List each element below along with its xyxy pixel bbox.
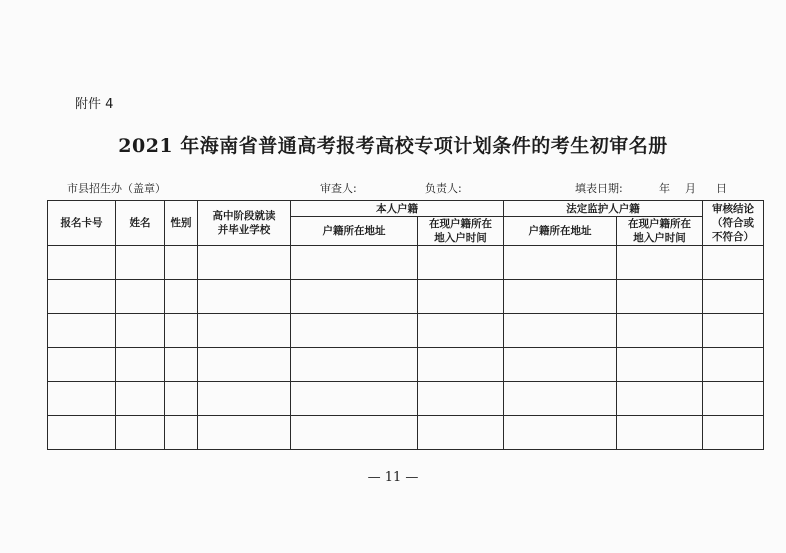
table-cell[interactable] [291, 382, 418, 416]
header-school [198, 201, 291, 246]
header-hukou-time-line2: 地入户时间 [434, 232, 487, 244]
table-cell[interactable] [198, 382, 291, 416]
table-row [48, 280, 764, 314]
header-hukou-time [418, 217, 504, 246]
table-cell[interactable] [504, 314, 617, 348]
table-cell[interactable] [418, 382, 504, 416]
month-label: 月 [685, 182, 696, 195]
table-row [48, 246, 764, 280]
table-cell[interactable] [504, 416, 617, 450]
table-cell[interactable] [198, 314, 291, 348]
table-cell[interactable] [617, 280, 703, 314]
responsible-person-label: 负责人: [425, 182, 462, 195]
table-cell[interactable] [504, 348, 617, 382]
table-cell[interactable] [48, 382, 116, 416]
table-cell[interactable] [291, 280, 418, 314]
table-cell[interactable] [165, 246, 198, 280]
table-row [48, 416, 764, 450]
table-row [48, 348, 764, 382]
table-cell[interactable] [703, 246, 764, 280]
year-label: 年 [659, 182, 670, 195]
table-cell[interactable] [617, 416, 703, 450]
header-name: 姓名 [116, 201, 165, 246]
header-guardian-time-line2: 地入户时间 [633, 232, 686, 244]
header-conclusion-line2: （符合或 [712, 217, 754, 229]
header-conclusion-line1: 审核结论 [712, 203, 754, 215]
table-cell[interactable] [418, 416, 504, 450]
table-cell[interactable] [48, 348, 116, 382]
table-row [48, 314, 764, 348]
header-guardian-hukou: 法定监护人户籍 [504, 201, 703, 217]
table-cell[interactable] [617, 348, 703, 382]
table-cell[interactable] [165, 416, 198, 450]
table-cell[interactable] [116, 416, 165, 450]
reviewer-label: 审查人: [320, 182, 357, 195]
table-cell[interactable] [703, 314, 764, 348]
candidate-roster-table [47, 200, 764, 450]
day-label: 日 [716, 182, 727, 195]
document-title: 2021 年海南省普通高考报考高校专项计划条件的考生初审名册 [118, 135, 668, 157]
table-cell[interactable] [703, 348, 764, 382]
header-hukou-address: 户籍所在地址 [291, 217, 418, 246]
table-cell[interactable] [165, 280, 198, 314]
table-cell[interactable] [291, 348, 418, 382]
table-cell[interactable] [418, 348, 504, 382]
table-cell[interactable] [617, 246, 703, 280]
table-cell[interactable] [48, 314, 116, 348]
page-number: — 11 — [367, 470, 419, 485]
attachment-label: 附件 4 [75, 97, 114, 112]
table-cell[interactable] [116, 382, 165, 416]
header-hukou-time-line1: 在现户籍所在 [429, 218, 492, 230]
header-exam-id: 报名卡号 [48, 201, 116, 246]
office-seal-label: 市县招生办（盖章） [67, 182, 166, 195]
header-guardian-address: 户籍所在地址 [504, 217, 617, 246]
table-cell[interactable] [165, 314, 198, 348]
header-gender: 性别 [165, 201, 198, 246]
table-cell[interactable] [504, 382, 617, 416]
table-cell[interactable] [418, 246, 504, 280]
table-cell[interactable] [703, 416, 764, 450]
table-cell[interactable] [116, 314, 165, 348]
table-cell[interactable] [48, 416, 116, 450]
table-cell[interactable] [504, 246, 617, 280]
table-cell[interactable] [504, 280, 617, 314]
table-cell[interactable] [116, 246, 165, 280]
table-cell[interactable] [291, 246, 418, 280]
table-cell[interactable] [418, 280, 504, 314]
table-cell[interactable] [617, 382, 703, 416]
table-cell[interactable] [198, 246, 291, 280]
table-cell[interactable] [418, 314, 504, 348]
table-cell[interactable] [116, 348, 165, 382]
table-cell[interactable] [291, 416, 418, 450]
roster-body [48, 246, 764, 450]
header-conclusion [703, 201, 764, 246]
table-cell[interactable] [165, 348, 198, 382]
table-cell[interactable] [703, 382, 764, 416]
table-cell[interactable] [165, 382, 198, 416]
header-school-line1: 高中阶段就读 [212, 210, 276, 222]
table-cell[interactable] [198, 416, 291, 450]
header-guardian-time-line1: 在现户籍所在 [628, 218, 691, 230]
table-cell[interactable] [617, 314, 703, 348]
table-cell[interactable] [198, 280, 291, 314]
header-guardian-time [617, 217, 703, 246]
header-self-hukou: 本人户籍 [291, 201, 504, 217]
table-row [48, 382, 764, 416]
header-school-line2: 并毕业学校 [217, 224, 271, 236]
table-cell[interactable] [291, 314, 418, 348]
table-cell[interactable] [198, 348, 291, 382]
header-conclusion-line3: 不符合） [712, 231, 754, 243]
table-cell[interactable] [48, 280, 116, 314]
table-cell[interactable] [703, 280, 764, 314]
table-cell[interactable] [48, 246, 116, 280]
table-cell[interactable] [116, 280, 165, 314]
fill-date-label: 填表日期: [575, 182, 623, 195]
